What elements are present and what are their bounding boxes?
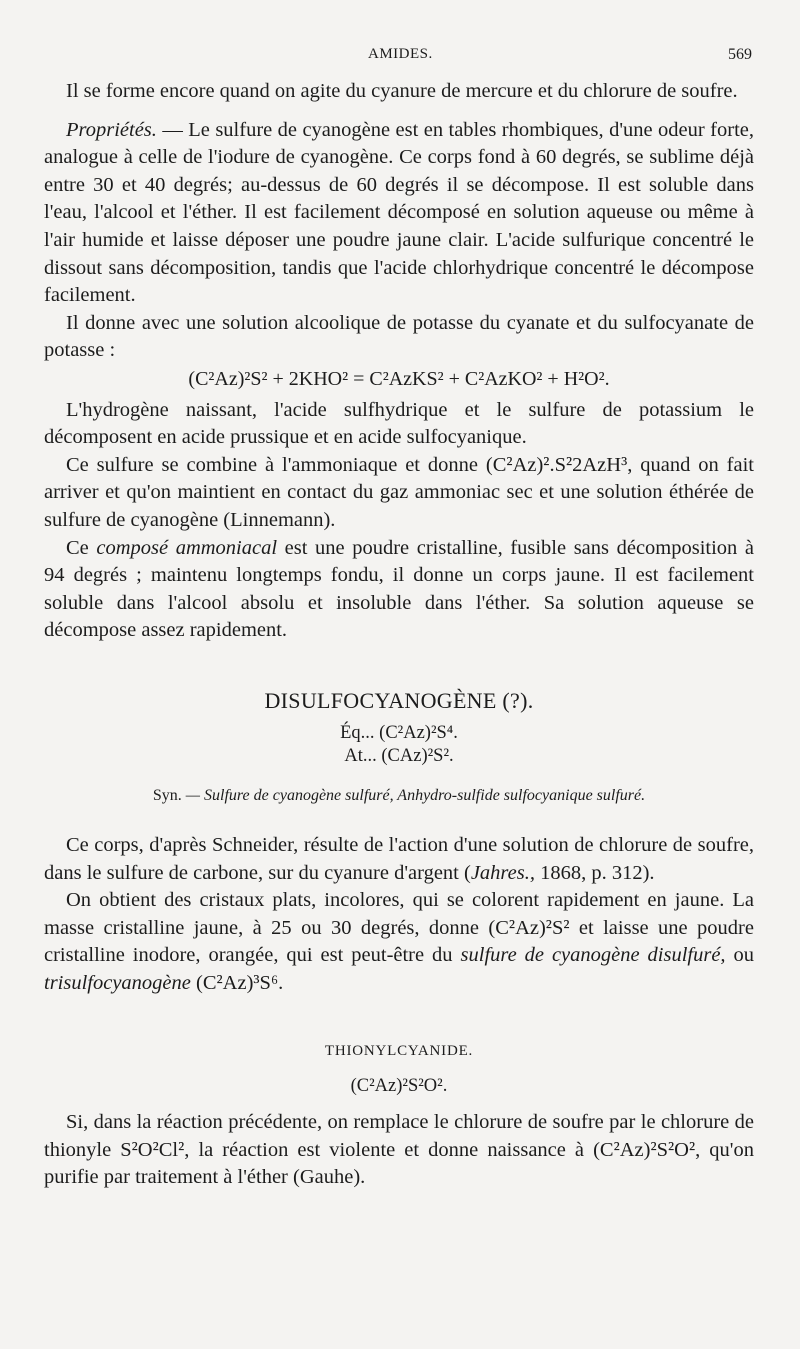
paragraph-hydrogene: L'hydrogène naissant, l'acide sulfhydrique et le sulfure de potassium le décomposent en acide prussique et en acide sulfocyanique.	[44, 398, 754, 449]
p6-emphasis: composé ammoniacal	[96, 536, 278, 559]
page-header	[0, 46, 800, 70]
p8-part-c: (C²Az)³S⁶.	[190, 972, 284, 995]
formula-thionylcyanide: (C²Az)²S²O².	[350, 1076, 448, 1097]
proprietes-text: — Le sulfure de cyanogène est en tables rhombiques, d'une odeur forte, analogue à celle de l'iodure de cyanogène. Ce corps fond à 60 degrés, se sublime déjà entre 30 et 40 degrés; au-dessus de 60 degrés il se décompose. Il est soluble dans l'eau, l'alcool et l'éther. Il est facilement décomposé en solution aqueuse ou même à l'air humide et laisse déposer une poudre jaune clair. L'acide sulfurique concentré le dissout sans décomposition, tandis que l'acide chlorhydrique concentré le décompose facilement.	[44, 118, 754, 307]
p8-emphasis-2: trisulfocyanogène	[44, 972, 191, 995]
p8-part-b: ou	[725, 944, 755, 967]
paragraph-compose-ammoniacal	[44, 535, 754, 645]
formula-equivalent: Éq... (C²Az)²S⁴.	[340, 723, 458, 744]
paragraph-potasse: Il donne avec une solution alcoolique de potasse du cyanate et du sulfocyanate de potasse :	[44, 311, 754, 362]
p7-part-a: Ce corps, d'après Schneider, résulte de l'action d'une solution de chlorure de soufre, dans le sulfure de carbone, sur du cyanure d'argent (	[44, 834, 754, 884]
paragraph-schneider	[44, 832, 754, 887]
paragraph-proprietes	[44, 117, 754, 310]
p8-emphasis-1: sulfure de cyanogène disulfuré,	[460, 944, 726, 967]
page-number: 569	[728, 46, 752, 63]
paragraph-cristaux	[44, 887, 754, 997]
synonyms-text: — Sulfure de cyanogène sulfuré, Anhydro-sulfide sulfocyanique sulfuré.	[181, 787, 646, 805]
equation-potasse: (C²Az)²S² + 2KHO² = C²AzKS² + C²AzKO² + H²O².	[188, 367, 610, 390]
section-title-thionylcyanide: THIONYLCYANIDE.	[324, 1042, 474, 1059]
p7-part-b: 1868, p. 312).	[534, 861, 655, 884]
paragraph-formation: Il se forme encore quand on agite du cyanure de mercure et du chlorure de soufre.	[66, 80, 738, 102]
running-title: AMIDES.	[368, 46, 433, 62]
synonyms-label: Syn.	[152, 787, 182, 805]
paragraph-ammoniaque: Ce sulfure se combine à l'ammoniaque et donne (C²Az)².S²2AzH³, quand on fait arriver et qu'on maintient en contact du gaz ammoniac sec et une solution éthérée de sulfure de cyanogène (Linnemann).	[44, 453, 754, 531]
p8-part-a: On obtient des cristaux plats, incolores, qui se colorent rapidement en jaune. La masse cristalline jaune, à 25 ou 30 degrés, donne (C²Az)²S² et laisse une poudre cristalline inodore, orangée, qui est peut-être du	[44, 889, 754, 967]
body-text	[44, 78, 754, 1192]
p7-reference: Jahres.,	[470, 861, 535, 884]
synonyms-line	[44, 782, 754, 810]
section-title-disulfocyanogene: DISULFOCYANOGÈNE (?).	[264, 687, 534, 713]
proprietes-label: Propriétés.	[66, 118, 157, 141]
p6-start: Ce	[66, 536, 97, 559]
paragraph-thionyle: Si, dans la réaction précédente, on remplace le chlorure de soufre par le chlorure de thionyle S²O²Cl², la réaction est violente et donne naissance à (C²Az)²S²O², qu'on purifie par traitement à l'éther (Gauhe).	[44, 1111, 754, 1189]
formula-atomic: At... (CAz)²S².	[344, 746, 454, 767]
p6-rest: est une poudre cristalline, fusible sans décomposition à 94 degrés ; maintenu longtemps fondu, il donne un corps jaune. Il est facilement soluble dans l'alcool absolu et insoluble dans l'éther. Sa solution aqueuse se décompose assez rapidement.	[44, 536, 754, 642]
